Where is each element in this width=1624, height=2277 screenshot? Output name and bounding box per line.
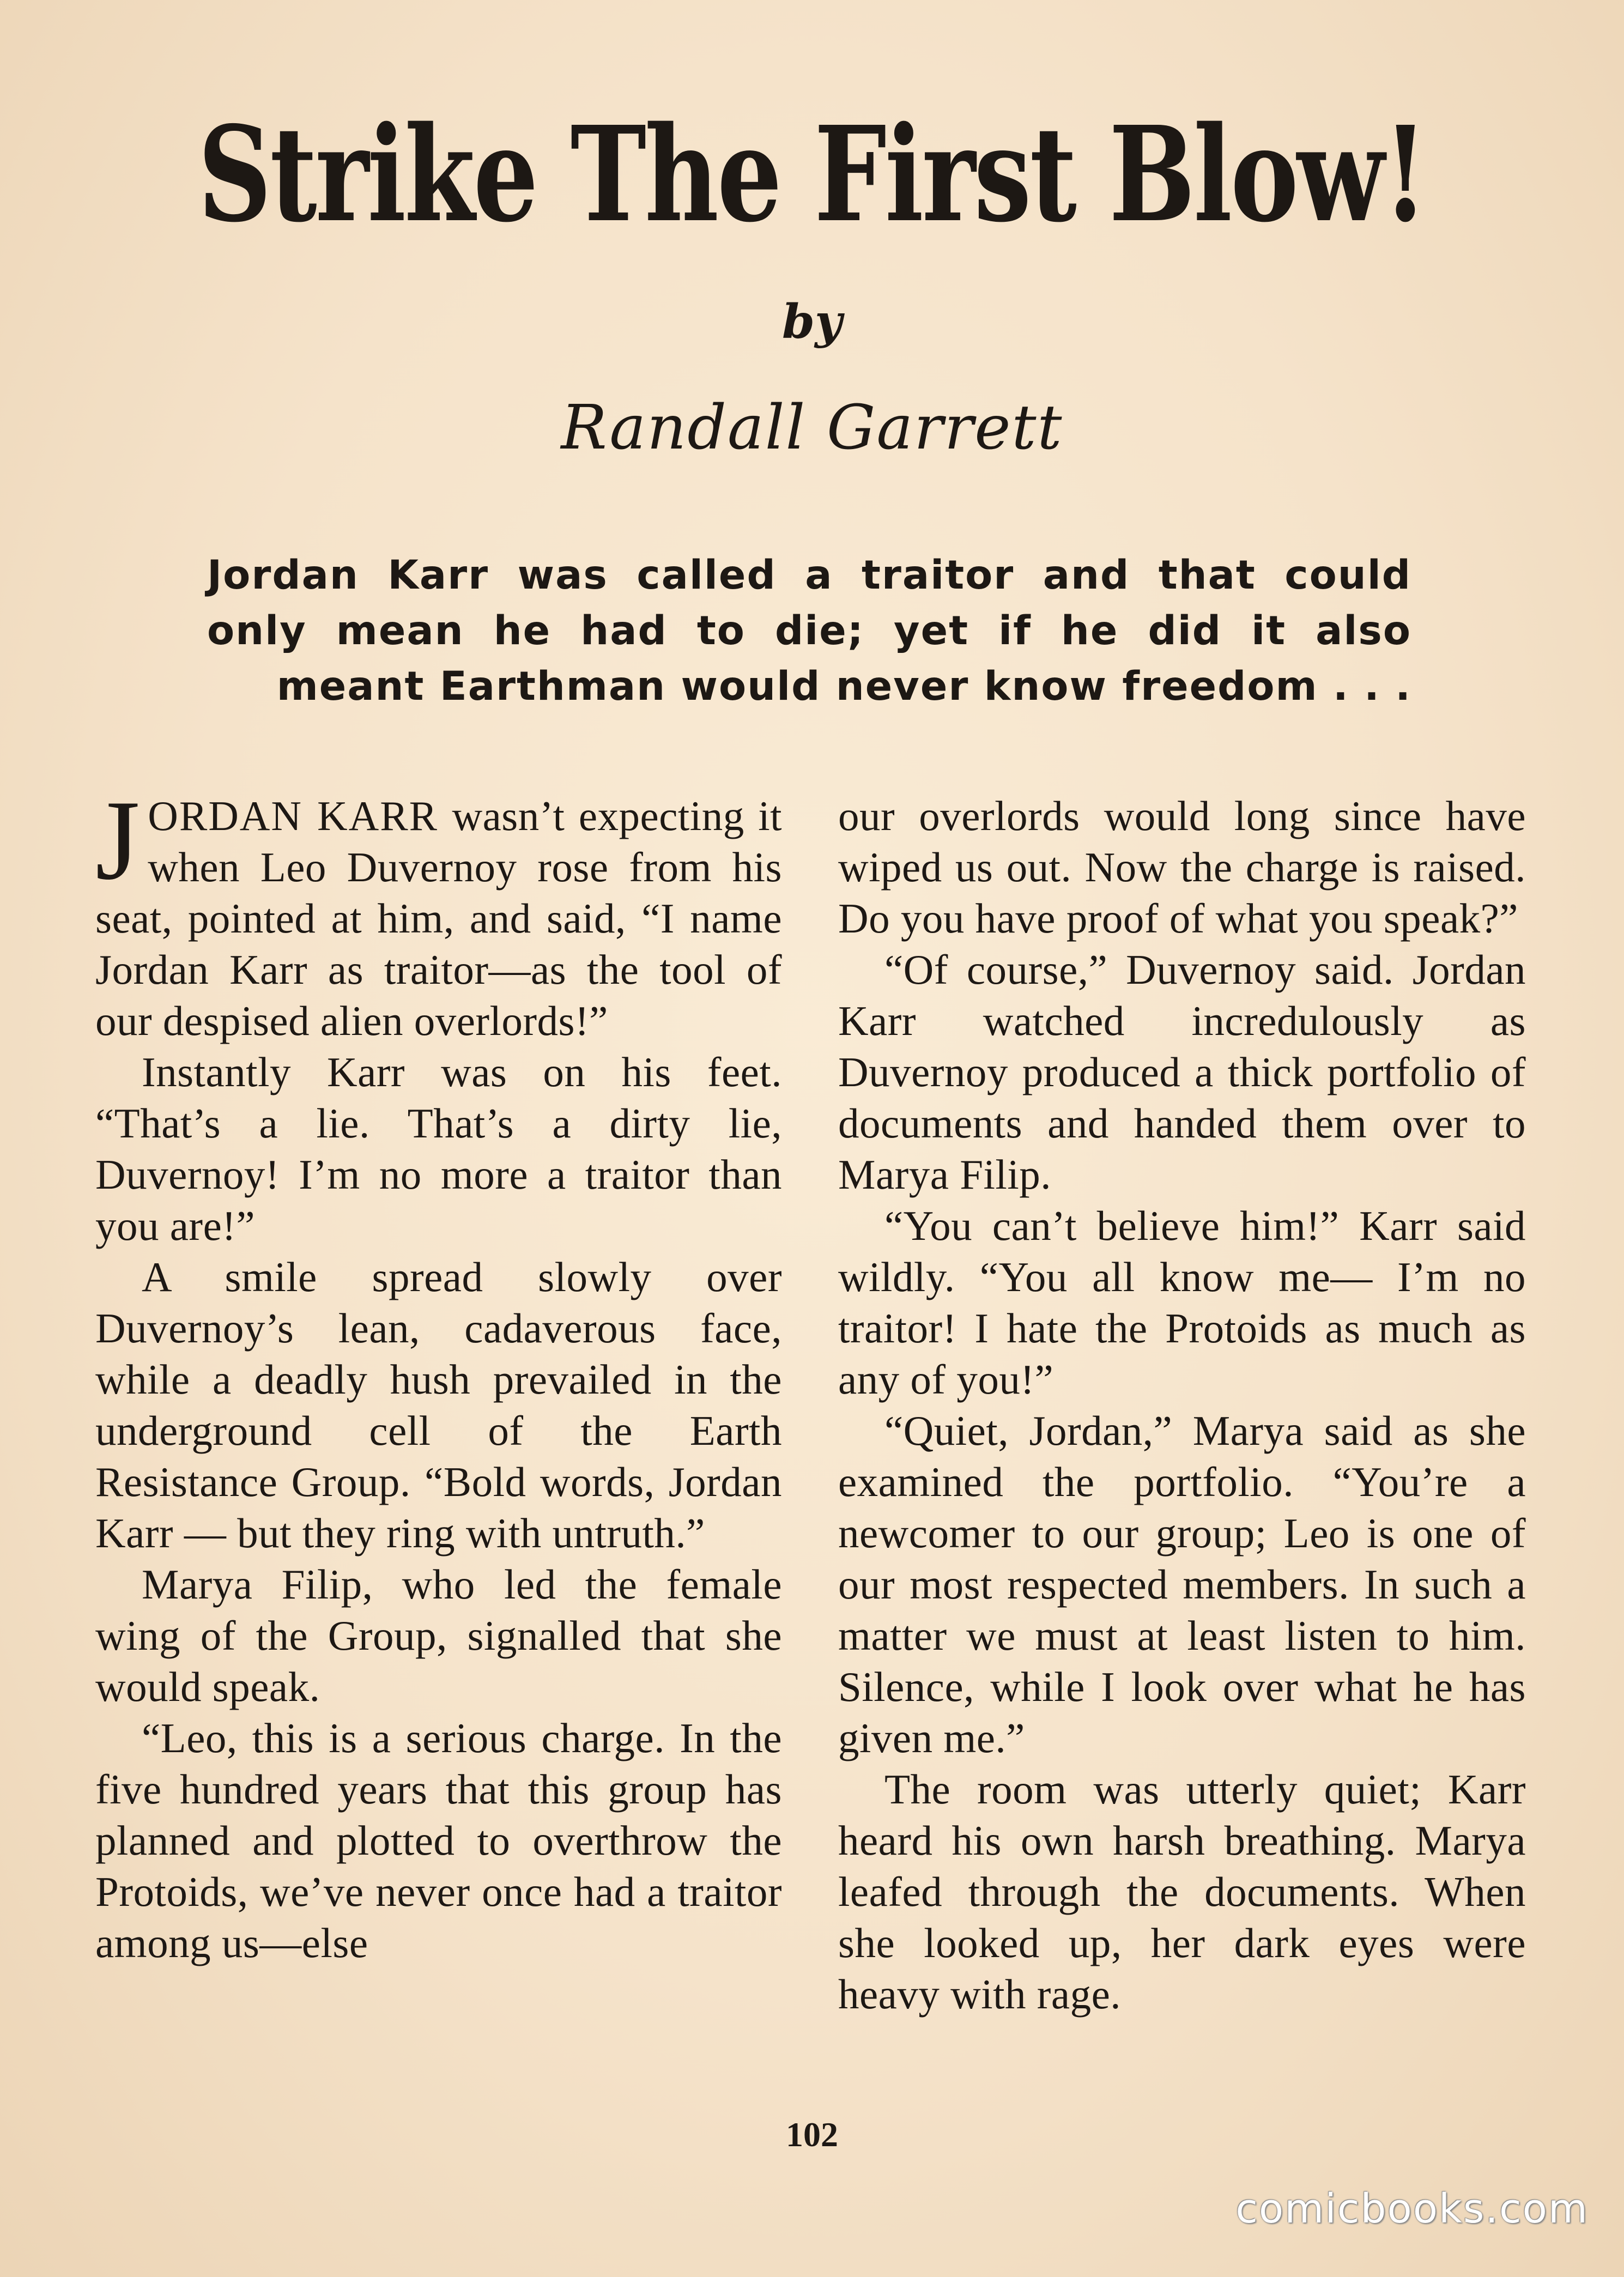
watermark: comicbooks.com [1235, 2185, 1589, 2232]
paragraph: “Of course,” Duvernoy said. Jordan Karr watched incredulously as Duvernoy produced a thick portfolio of documents and handed them over to Marya Filip. [838, 946, 1526, 1198]
page-number: 102 [786, 2115, 838, 2154]
paragraph: our overlords would long since have wiped us out. Now the charge is raised. Do you have proof of what you speak?” [838, 792, 1526, 942]
paragraph-text: wasn’t expecting it when Leo Duvernoy rose from his seat, pointed at him, and said, “I name Jordan Karr as traitor—as the tool of our despised alien overlords!” [95, 792, 782, 1044]
author-name: Randall Garrett [561, 392, 1063, 463]
text-column-right [838, 790, 1526, 2020]
text-column-left [95, 777, 782, 1969]
lead-caps: ORDAN KARR [148, 792, 438, 839]
paragraph: The room was utterly quiet; Karr heard his own harsh breathing. Marya leafed through the documents. When she looked up, her dark eyes were heavy with rage. [838, 1766, 1526, 2018]
story-title: Strike The First Blow! [198, 98, 1426, 251]
paragraph: “Quiet, Jordan,” Marya said as she examined the portfolio. “You’re a newcomer to our group; Leo is one of our most respected members. In such a matter we must at least listen to him. Silence, while I look over what he has given me.” [838, 1407, 1526, 1761]
story-blurb: Jordan Karr was called a traitor and that could only mean he had to die; yet if he did it also meant Earthman would never know freedom . . . [207, 552, 1411, 710]
paragraph: “Leo, this is a serious charge. In the five hundred years that this group has planned and plotted to overthrow the Protoids, we’ve never once had a traitor among us—else [95, 1715, 782, 1966]
paragraph: “You can’t believe him!” Karr said wildly. “You all know me— I’m no traitor! I hate the Protoids as much as any of you!” [838, 1202, 1526, 1403]
paragraph [95, 777, 782, 1046]
paragraph: Instantly Karr was on his feet. “That’s a lie. That’s a dirty lie, Duvernoy! I’m no more a traitor than you are!” [95, 1049, 782, 1249]
paragraph: Marya Filip, who led the female wing of the Group, signalled that she would speak. [95, 1561, 782, 1710]
drop-cap: J [95, 777, 141, 904]
byline-by: by [781, 294, 843, 349]
paragraph: A smile spread slowly over Duvernoy’s lean, cadaverous face, while a deadly hush prevailed in the underground cell of the Earth Resistance Group. “Bold words, Jordan Karr — but they ring with untruth.” [95, 1253, 782, 1557]
